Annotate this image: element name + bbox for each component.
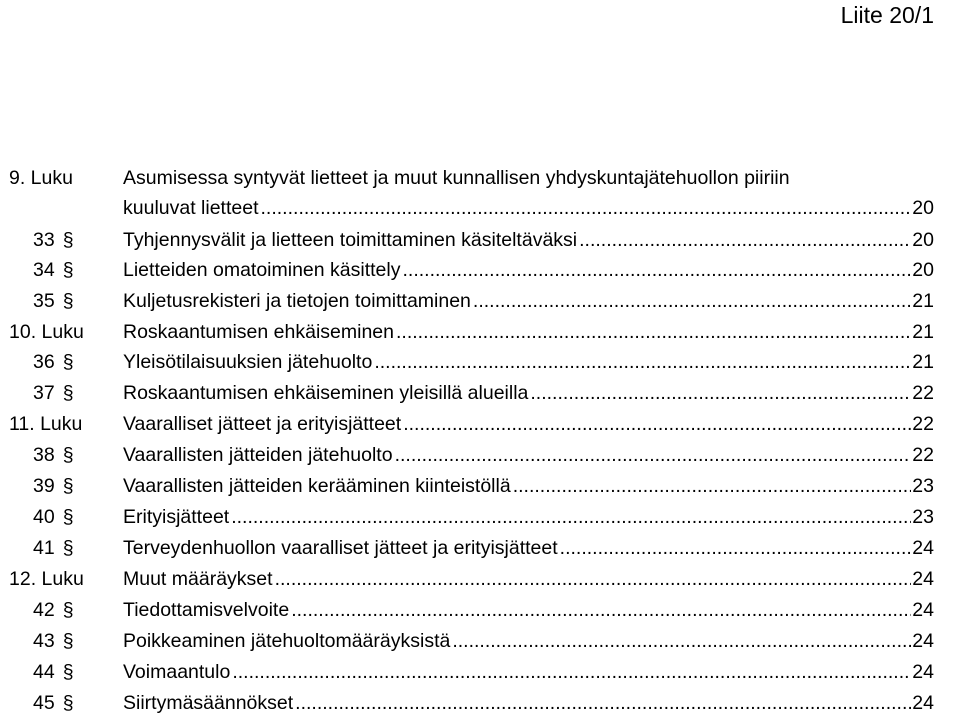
toc-entry-page: 24 (912, 692, 934, 714)
dot-leader (295, 692, 911, 714)
toc-entry-number: 38 § (33, 444, 74, 466)
toc-entry-number: 35 § (33, 290, 74, 312)
toc-entry-section-42[interactable] (0, 599, 960, 629)
toc-entry-title: Tyhjennysvälit ja lietteen toimittaminen käsiteltäväksi (123, 229, 578, 251)
section-sign-icon: § (62, 692, 74, 714)
toc-entry-section-41[interactable] (0, 537, 960, 567)
section-sign-icon: § (62, 599, 74, 621)
toc-entry-number: 12. Luku (9, 568, 84, 590)
toc-entry-title: Yleisötilaisuuksien jätehuolto (123, 351, 373, 373)
dot-leader (473, 290, 911, 312)
toc-entry-title: Roskaantumisen ehkäiseminen yleisillä alueilla (123, 382, 529, 404)
toc-entry-chapter-12[interactable] (0, 568, 960, 598)
section-sign-icon: § (62, 229, 74, 251)
toc-entry-chapter-9-continued[interactable] (0, 197, 960, 227)
toc-entry-number: 41 § (33, 537, 74, 559)
toc-entry-title: Vaaralliset jätteet ja erityisjätteet (123, 413, 402, 435)
toc-entry-title: Terveydenhuollon vaaralliset jätteet ja erityisjätteet (123, 537, 558, 559)
dot-leader (291, 599, 911, 621)
toc-entry-number: 33 § (33, 229, 74, 251)
toc-entry-page: 22 (912, 444, 934, 466)
toc-entry-number: 39 § (33, 475, 74, 497)
section-sign-icon: § (62, 630, 74, 652)
toc-entry-title-line1: Asumisessa syntyvät lietteet ja muut kunnallisen yhdyskuntajätehuollon piiriin (123, 167, 790, 189)
toc-entry-title: Erityisjätteet (123, 506, 230, 528)
toc-entry-section-39[interactable] (0, 475, 960, 505)
page-label: Liite 20/1 (840, 2, 934, 28)
toc-entry-section-37[interactable] (0, 382, 960, 412)
toc-entry-number: 34 § (33, 259, 74, 281)
toc-entry-page: 22 (912, 382, 934, 404)
toc-entry-section-40[interactable] (0, 506, 960, 536)
section-sign-icon: § (62, 351, 74, 373)
toc-entry-page: 24 (912, 661, 934, 683)
toc-entry-section-34[interactable] (0, 259, 960, 289)
dot-leader (530, 382, 911, 404)
section-sign-icon: § (62, 290, 74, 312)
section-sign-icon: § (62, 537, 74, 559)
section-sign-icon: § (62, 382, 74, 404)
toc-entry-number: 40 § (33, 506, 74, 528)
toc-entry-chapter-9[interactable] (0, 167, 960, 197)
dot-leader (513, 475, 912, 497)
toc-entry-section-36[interactable] (0, 351, 960, 381)
toc-entry-number: 9. Luku (9, 167, 73, 189)
toc-entry-number: 44 § (33, 661, 74, 683)
toc-entry-page: 24 (912, 537, 934, 559)
toc-entry-section-45[interactable] (0, 692, 960, 722)
toc-entry-title: kuuluvat lietteet (123, 197, 259, 219)
toc-entry-title: Voimaantulo (123, 661, 231, 683)
toc-entry-page: 22 (912, 413, 934, 435)
toc-entry-title: Vaarallisten jätteiden kerääminen kiinteistöllä (123, 475, 511, 497)
section-sign-icon: § (62, 444, 74, 466)
dot-leader (232, 661, 911, 683)
toc-entry-page: 24 (912, 568, 934, 590)
toc-entry-number: 36 § (33, 351, 74, 373)
toc-entry-page: 20 (912, 259, 934, 281)
toc-entry-page: 21 (912, 290, 934, 312)
dot-leader (395, 444, 912, 466)
toc-entry-title: Vaarallisten jätteiden jätehuolto (123, 444, 393, 466)
toc-entry-title: Muut määräykset (123, 568, 273, 590)
toc-entry-page: 24 (912, 630, 934, 652)
toc-entry-number: 45 § (33, 692, 74, 714)
dot-leader (396, 321, 911, 343)
dot-leader (231, 506, 911, 528)
toc-entry-title: Siirtymäsäännökset (123, 692, 294, 714)
section-sign-icon: § (62, 506, 74, 528)
toc-entry-title: Tiedottamisvelvoite (123, 599, 290, 621)
toc-entry-number: 37 § (33, 382, 74, 404)
toc-entry-number: 43 § (33, 630, 74, 652)
toc-entry-number: 11. Luku (9, 413, 83, 435)
toc-entry-section-33[interactable] (0, 229, 960, 259)
toc-entry-title: Poikkeaminen jätehuoltomääräyksistä (123, 630, 451, 652)
dot-leader (403, 413, 911, 435)
toc-entry-number: 42 § (33, 599, 74, 621)
toc-entry-page: 23 (912, 506, 934, 528)
toc-entry-number: 10. Luku (9, 321, 84, 343)
toc-entry-page: 21 (912, 351, 934, 373)
section-sign-icon: § (62, 259, 74, 281)
dot-leader (560, 537, 912, 559)
toc-entry-page: 20 (912, 197, 934, 219)
section-sign-icon: § (62, 661, 74, 683)
toc-entry-page: 20 (912, 229, 934, 251)
toc-entry-section-43[interactable] (0, 630, 960, 660)
section-sign-icon: § (62, 475, 74, 497)
toc-entry-section-44[interactable] (0, 661, 960, 691)
toc-entry-section-35[interactable] (0, 290, 960, 320)
dot-leader (261, 197, 912, 219)
toc-entry-chapter-10[interactable] (0, 321, 960, 351)
toc-entry-chapter-11[interactable] (0, 413, 960, 443)
dot-leader (579, 229, 911, 251)
dot-leader (275, 568, 912, 590)
toc-entry-title: Kuljetusrekisteri ja tietojen toimittaminen (123, 290, 471, 312)
dot-leader (403, 259, 912, 281)
toc-entry-section-38[interactable] (0, 444, 960, 474)
toc-entry-page: 23 (912, 475, 934, 497)
toc-entry-title: Lietteiden omatoiminen käsittely (123, 259, 401, 281)
toc-entry-page: 21 (912, 321, 934, 343)
dot-leader (374, 351, 911, 373)
dot-leader (452, 630, 911, 652)
toc-entry-page: 24 (912, 599, 934, 621)
toc-entry-title: Roskaantumisen ehkäiseminen (123, 321, 394, 343)
